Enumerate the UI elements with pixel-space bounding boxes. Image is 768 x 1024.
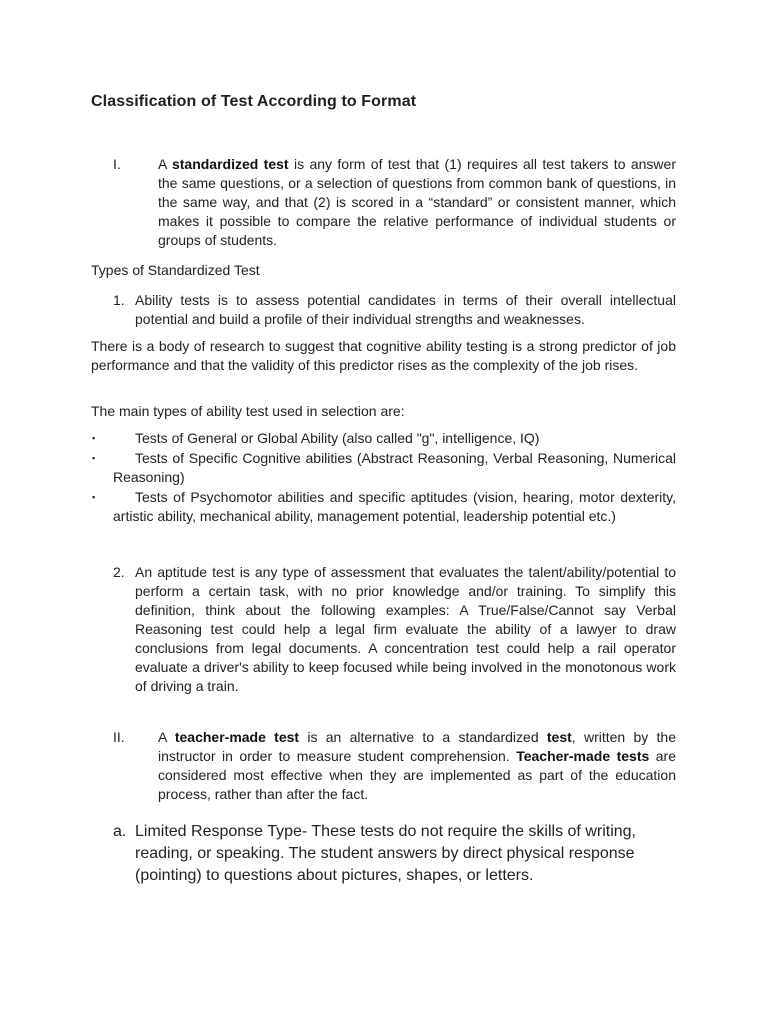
list-marker-2: 2.	[113, 564, 125, 580]
term-standardized-test: standardized test	[171, 156, 289, 172]
section-marker-i: I.	[113, 156, 121, 172]
text-fragment: A	[158, 156, 172, 172]
list-marker-a: a.	[113, 823, 127, 840]
text-fragment: A	[158, 729, 175, 745]
standardized-test-paragraph	[158, 155, 676, 250]
term-teacher-made-test: teacher-made test	[174, 729, 300, 745]
types-heading: Types of Standardized Test	[91, 262, 260, 278]
term-test: test	[546, 729, 572, 745]
research-paragraph: There is a body of research to suggest that cognitive ability testing is a strong predictor of job performance and that the validity of this predictor rises as the complexity of the job rises.	[91, 338, 676, 373]
bullet-item: Tests of General or Global Ability (also called "g", intelligence, IQ)	[135, 430, 540, 446]
text-fragment: is an alternative to a standardized	[299, 729, 547, 745]
term-teacher-made-tests: Teacher-made tests	[516, 748, 650, 764]
aptitude-test-item: An aptitude test is any type of assessment that evaluates the talent/ability/potential to perform a certain task, with no prior knowledge and/or training. To simplify this definition, think about the following examples: A True/False/Cannot say Verbal Reasoning test could help a legal firm evaluate the ability of a lawyer to draw conclusions from legal documents. A concentration test could help a rail operator evaluate a driver's ability to keep focused while being involved in the monotonous work of driving a train.	[135, 564, 676, 694]
bullet-item: Tests of Specific Cognitive abilities (Abstract Reasoning, Verbal Reasoning, Numerical Reasoning)	[113, 450, 676, 485]
bullet-item: Tests of Psychomotor abilities and specific aptitudes (vision, hearing, motor dexterity, artistic ability, mechanical ability, management potential, leadership potential etc.)	[113, 489, 676, 524]
text-fragment: is any form of test that (1) requires all test takers to answer the same questions, or a selection of questions from common bank of questions, in the same way, and that (2) is scored in a “standard” or consistent manner, which makes it possible to compare the relative performance of individual students or groups of students.	[158, 156, 676, 248]
limited-response-item: Limited Response Type- These tests do not require the skills of writing, reading, or speaking. The student answers by direct physical response (pointing) to questions about pictures, shapes, or letters.	[135, 823, 636, 884]
list-marker-1: 1.	[113, 292, 125, 308]
bullet-icon: ▪	[92, 433, 96, 443]
main-types-heading: The main types of ability test used in selection are:	[91, 403, 405, 419]
bullet-icon: ▪	[92, 492, 96, 502]
ability-tests-item: Ability tests is to assess potential candidates in terms of their overall intellectual potential and build a profile of their individual strengths and weaknesses.	[135, 292, 676, 327]
text-fragment: are considered most effective when they are implemented as part of the education process, rather than after the fact.	[158, 748, 676, 802]
text-fragment: , written by the instructor in order to measure student comprehension.	[158, 729, 676, 764]
bullet-icon: ▪	[92, 453, 96, 463]
section-marker-ii: II.	[113, 729, 125, 745]
teacher-made-test-paragraph	[158, 728, 676, 804]
page-title: Classification of Test According to Format	[91, 93, 417, 110]
